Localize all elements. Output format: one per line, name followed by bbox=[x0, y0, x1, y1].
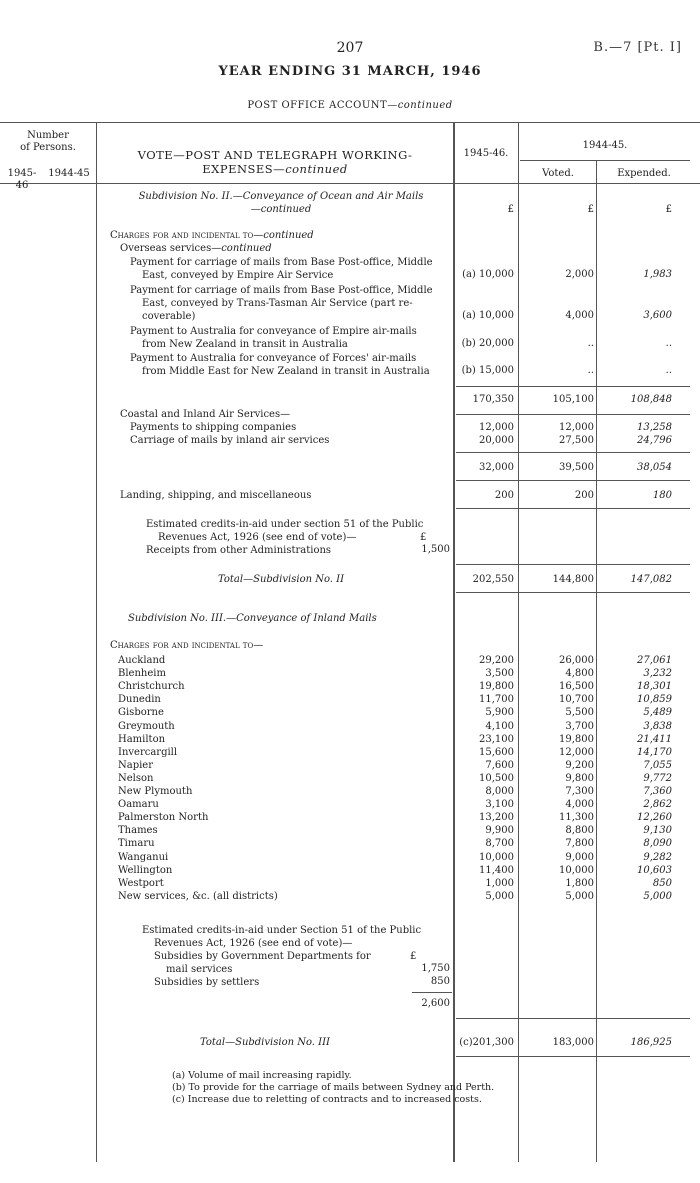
district-name: Invercargill bbox=[118, 746, 178, 758]
amount-expended: 8,090 bbox=[643, 838, 672, 850]
amount-expended: 7,055 bbox=[643, 759, 672, 771]
amount-voted: 2,000 bbox=[565, 269, 594, 280]
table-row bbox=[0, 772, 700, 785]
amount-expended: 5,000 bbox=[643, 890, 672, 902]
total-rule bbox=[456, 1018, 690, 1019]
district-name: New services, &c. (all districts) bbox=[118, 890, 278, 902]
footnote: (c) Increase due to reletting of contracts and to increased costs. bbox=[172, 1094, 482, 1105]
district-name: Napier bbox=[118, 759, 154, 771]
table-row bbox=[0, 693, 700, 706]
pound-sign-2: £ bbox=[587, 204, 594, 215]
amount-expended: 7,360 bbox=[643, 786, 672, 797]
charges-heading: Charges for and incidental to— bbox=[110, 640, 264, 651]
amount-expended: 5,489 bbox=[643, 707, 672, 719]
table-row bbox=[0, 785, 700, 798]
coastal-item: Carriage of mails by inland air services bbox=[130, 435, 330, 446]
overseas-item: Payment to Australia for conveyance of Empire air-mails from New Zealand in transit in Australia bbox=[130, 326, 417, 350]
amount-voted: 4,000 bbox=[565, 310, 594, 321]
amount-voted: 16,500 bbox=[559, 681, 594, 693]
total-rule bbox=[456, 592, 690, 593]
amount-voted: 8,800 bbox=[565, 825, 594, 837]
amount-voted: 4,800 bbox=[565, 668, 594, 680]
amount-voted: 7,300 bbox=[565, 786, 594, 797]
district-name: Thames bbox=[118, 825, 158, 837]
amount-1945: 12,000 bbox=[479, 422, 514, 433]
amount-expended: 2,862 bbox=[643, 799, 672, 811]
landing-label: Landing, shipping, and miscellaneous bbox=[120, 490, 312, 501]
credits-in-aid-iii: Estimated credits-in-aid under Section 51 of the Public Revenues Act, 1926 (see end of vote)— Subsidies by Government Departments for £ mail services Subsidies by settlers bbox=[142, 925, 422, 988]
vote-title: VOTE—POST AND TELEGRAPH WORKING- EXPENSES—continued bbox=[137, 148, 413, 176]
district-name: New Plymouth bbox=[118, 786, 193, 797]
district-name: Westport bbox=[118, 877, 164, 889]
persons-year-1: 1945-46 bbox=[7, 168, 37, 191]
table-row bbox=[0, 720, 700, 733]
table-row bbox=[0, 746, 700, 759]
district-name: Greymouth bbox=[118, 720, 175, 732]
footnote: (b) To provide for the carriage of mails between Sydney and Perth. bbox=[172, 1082, 495, 1093]
amount-voted: 5,500 bbox=[565, 707, 594, 719]
district-name: Oamaru bbox=[118, 799, 159, 811]
amount-voted: 11,300 bbox=[559, 812, 594, 824]
footnote: (a) Volume of mail increasing rapidly. bbox=[172, 1070, 352, 1081]
amount-1945: (a) 10,000 bbox=[462, 310, 514, 321]
total-voted: 144,800 bbox=[552, 574, 594, 585]
table-row bbox=[0, 851, 700, 864]
amount-1945: 29,200 bbox=[479, 655, 514, 666]
subtotal-expended: 38,054 bbox=[637, 462, 672, 473]
total-subdivision-iii: Total—Subdivision No. III bbox=[200, 1037, 331, 1048]
amount-expended: 3,600 bbox=[643, 310, 672, 321]
amount-1945: 7,600 bbox=[485, 759, 514, 771]
amount-expended: 18,301 bbox=[637, 681, 672, 693]
amount-expended: 3,232 bbox=[643, 668, 672, 680]
amount-voted: 7,800 bbox=[565, 838, 594, 850]
col-1945-header: 1945-46. bbox=[463, 148, 509, 159]
amount-expended: 21,411 bbox=[637, 733, 672, 745]
district-name: Wellington bbox=[118, 864, 173, 876]
table-row bbox=[0, 733, 700, 746]
table-row bbox=[0, 824, 700, 837]
amount-1945: (a) 10,000 bbox=[462, 269, 514, 280]
table-row bbox=[0, 706, 700, 719]
total-expended: 147,082 bbox=[630, 574, 672, 585]
amount-voted: 27,500 bbox=[559, 435, 594, 446]
sub-header-rule bbox=[520, 160, 690, 161]
district-name: Wanganui bbox=[118, 851, 169, 863]
amount-expended: 3,838 bbox=[643, 720, 672, 732]
charges-heading: Charges for and incidental to—continued bbox=[110, 230, 314, 241]
persons-header: Number of Persons. bbox=[20, 130, 76, 153]
amount-expended: 9,772 bbox=[643, 772, 672, 784]
district-name: Gisborne bbox=[118, 707, 164, 719]
table-row bbox=[0, 877, 700, 890]
amount-1945: 1,000 bbox=[485, 877, 514, 889]
subtotal-rule bbox=[456, 414, 690, 415]
amount-1945: 11,700 bbox=[479, 694, 514, 706]
amount-1945: (b) 15,000 bbox=[461, 365, 514, 376]
amount-expended: 9,282 bbox=[643, 851, 672, 863]
district-name: Dunedin bbox=[118, 694, 161, 706]
amount-voted: .. bbox=[587, 338, 594, 349]
amount-voted: .. bbox=[587, 365, 594, 376]
amount-1945: 13,200 bbox=[479, 812, 514, 824]
amount-1945: 10,000 bbox=[479, 851, 514, 863]
document-reference: B.—7 [Pt. I] bbox=[593, 40, 682, 55]
district-name: Timaru bbox=[118, 838, 155, 850]
pound-sign-1: £ bbox=[507, 204, 514, 215]
subtotal-rule bbox=[456, 508, 690, 509]
table-row bbox=[0, 837, 700, 850]
overseas-item: Payment for carriage of mails from Base Post-office, Middle East, conveyed by Empire Air Service bbox=[130, 257, 433, 281]
district-name: Christchurch bbox=[118, 681, 185, 693]
subsidy-sum: 2,600 bbox=[421, 998, 450, 1009]
total-rule bbox=[456, 564, 690, 565]
subtotal-1945: 170,350 bbox=[472, 394, 514, 405]
district-name: Blenheim bbox=[118, 668, 166, 680]
amount-1945: 9,900 bbox=[485, 825, 514, 837]
amount-voted: 10,000 bbox=[559, 864, 594, 876]
credits-amount: 1,500 bbox=[421, 544, 450, 555]
amount-1945: 3,500 bbox=[485, 668, 514, 680]
amount-voted: 12,000 bbox=[559, 422, 594, 433]
col-voted-header: Voted. bbox=[542, 168, 574, 179]
col-expended-header: Expended. bbox=[617, 168, 671, 179]
table-row bbox=[0, 890, 700, 903]
total-voted: 183,000 bbox=[552, 1037, 594, 1048]
amount-voted: 10,700 bbox=[559, 694, 594, 706]
amount-1945: 10,500 bbox=[479, 772, 514, 784]
amount-voted: 200 bbox=[574, 490, 594, 501]
total-expended: 186,925 bbox=[630, 1037, 672, 1048]
amount-1945: 23,100 bbox=[479, 733, 514, 745]
page-number: 207 bbox=[336, 40, 364, 56]
amount-1945: 5,900 bbox=[485, 707, 514, 719]
amount-voted: 12,000 bbox=[559, 746, 594, 758]
amount-expended: 180 bbox=[652, 490, 672, 501]
overseas-item: Payment to Australia for conveyance of Forces' air-mails from Middle East for New Zealand in transit in Australia bbox=[130, 353, 430, 377]
table-row bbox=[0, 680, 700, 693]
total-subdivision-ii: Total—Subdivision No. II bbox=[218, 574, 345, 585]
amount-voted: 5,000 bbox=[565, 890, 594, 902]
col-1944-header: 1944-45. bbox=[582, 140, 628, 151]
table-row bbox=[0, 811, 700, 824]
amount-voted: 19,800 bbox=[559, 733, 594, 745]
account-heading: POST OFFICE ACCOUNT—continued bbox=[247, 100, 453, 111]
total-rule bbox=[456, 1056, 690, 1057]
credits-in-aid-ii: Estimated credits-in-aid under section 51 of the Public Revenues Act, 1926 (see end of vote)— £ Receipts from other Administrations bbox=[146, 519, 427, 556]
amount-expended: 10,859 bbox=[637, 694, 672, 706]
amount-1945: 4,100 bbox=[485, 720, 514, 732]
amount-expended: .. bbox=[665, 365, 672, 376]
overseas-heading: Overseas services—continued bbox=[120, 243, 272, 254]
amount-voted: 1,800 bbox=[565, 877, 594, 889]
amount-1945: (b) 20,000 bbox=[461, 338, 514, 349]
subtotal-voted: 39,500 bbox=[559, 462, 594, 473]
amount-1945: 5,000 bbox=[485, 890, 514, 902]
total-1945: 202,550 bbox=[472, 574, 514, 585]
amount-expended: 27,061 bbox=[637, 655, 672, 666]
amount-voted: 3,700 bbox=[565, 720, 594, 732]
subdivision-ii-title: Subdivision No. II.—Conveyance of Ocean and Air Mails —continued bbox=[138, 191, 424, 215]
table-row bbox=[0, 654, 700, 667]
amount-voted: 4,000 bbox=[565, 799, 594, 811]
amount-expended: 10,603 bbox=[637, 864, 672, 876]
district-name: Hamilton bbox=[118, 733, 166, 745]
amount-1945: 8,000 bbox=[485, 786, 514, 797]
subtotal-1945: 32,000 bbox=[479, 462, 514, 473]
amount-expended: 1,983 bbox=[643, 269, 672, 280]
amount-expended: 24,796 bbox=[637, 435, 672, 446]
year-heading: YEAR ENDING 31 MARCH, 1946 bbox=[218, 64, 482, 79]
subsidy-amount: 1,750 bbox=[421, 963, 450, 974]
coastal-heading: Coastal and Inland Air Services— bbox=[120, 409, 291, 420]
district-name: Nelson bbox=[118, 772, 154, 784]
subsidy-rule bbox=[412, 992, 452, 993]
amount-voted: 9,200 bbox=[565, 759, 594, 771]
subtotal-rule bbox=[456, 386, 690, 387]
amount-1945: 15,600 bbox=[479, 746, 514, 758]
header-bottom-rule bbox=[0, 183, 700, 184]
amount-expended: 850 bbox=[652, 877, 672, 889]
subtotal-rule bbox=[456, 480, 690, 481]
total-1945: (c)201,300 bbox=[459, 1037, 514, 1048]
amount-voted: 26,000 bbox=[559, 655, 594, 666]
persons-column-rule bbox=[96, 122, 97, 1162]
subtotal-rule bbox=[456, 452, 690, 453]
subtotal-voted: 105,100 bbox=[552, 394, 594, 405]
voted-column-rule bbox=[518, 122, 519, 1162]
amount-voted: 9,000 bbox=[565, 851, 594, 863]
amount-expended: .. bbox=[665, 338, 672, 349]
district-name: Auckland bbox=[118, 655, 166, 666]
amount-1945: 8,700 bbox=[485, 838, 514, 850]
table-row bbox=[0, 864, 700, 877]
amount-1945: 19,800 bbox=[479, 681, 514, 693]
table-row bbox=[0, 798, 700, 811]
amount-expended: 12,260 bbox=[637, 812, 672, 824]
amount-voted: 9,800 bbox=[565, 772, 594, 784]
amount-expended: 14,170 bbox=[637, 746, 672, 758]
coastal-item: Payments to shipping companies bbox=[130, 422, 297, 433]
amount-1945: 3,100 bbox=[485, 799, 514, 811]
top-rule bbox=[0, 122, 700, 123]
amount-1945: 20,000 bbox=[479, 435, 514, 446]
amount-1945: 11,400 bbox=[479, 864, 514, 876]
overseas-item: Payment for carriage of mails from Base Post-office, Middle East, conveyed by Trans-Tasman Air Service (part re- coverable) bbox=[130, 285, 433, 322]
pound-sign-3: £ bbox=[665, 204, 672, 215]
amount-column-rule bbox=[453, 122, 455, 1162]
subdivision-iii-title: Subdivision No. III.—Conveyance of Inland Mails bbox=[128, 613, 377, 624]
amount-expended: 9,130 bbox=[643, 825, 672, 837]
persons-year-2: 1944-45 bbox=[48, 168, 90, 179]
subsidy-amount: 850 bbox=[430, 976, 450, 987]
amount-1945: 200 bbox=[494, 490, 514, 501]
table-row bbox=[0, 759, 700, 772]
district-name: Palmerston North bbox=[118, 812, 209, 824]
table-row bbox=[0, 667, 700, 680]
subtotal-expended: 108,848 bbox=[630, 394, 672, 405]
amount-expended: 13,258 bbox=[637, 422, 672, 433]
